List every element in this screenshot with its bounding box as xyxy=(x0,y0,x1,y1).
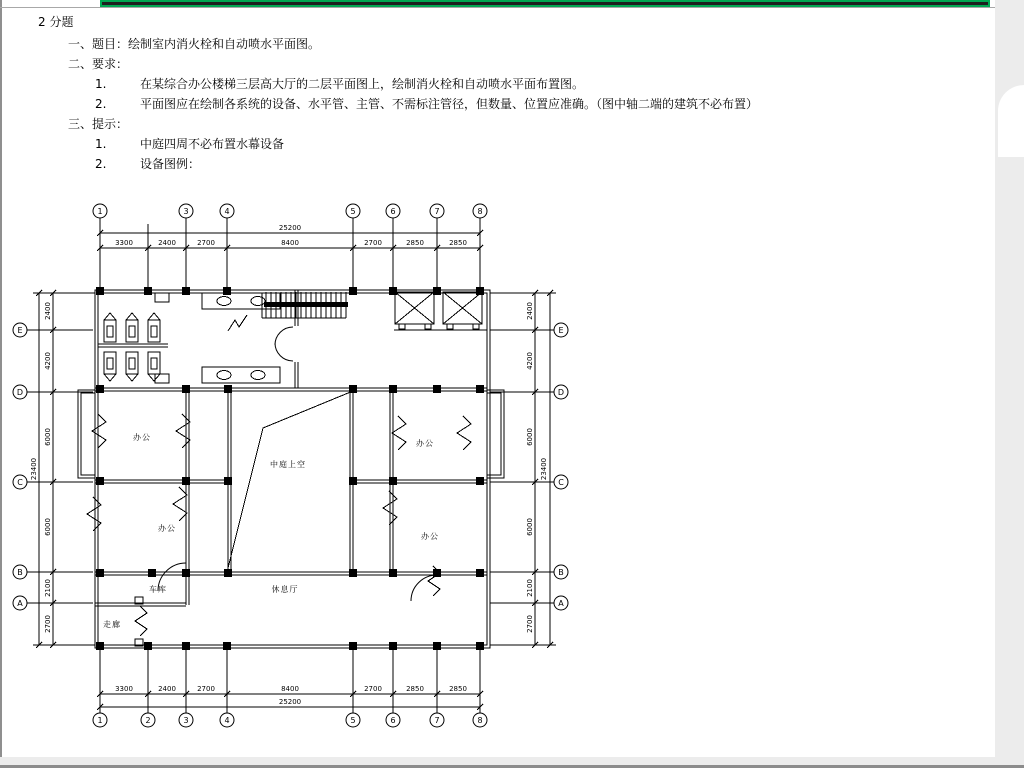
line-label: 三、 xyxy=(68,117,93,131)
plan-label: 2400 xyxy=(158,239,176,247)
plan-label: 25200 xyxy=(278,224,302,232)
plan-label: 8 xyxy=(477,207,483,216)
plan-label: 23400 xyxy=(540,457,548,481)
plan-label: 2400 xyxy=(526,302,534,320)
plan-label: 2850 xyxy=(406,685,424,693)
plan-label: A xyxy=(558,599,564,608)
line-text: 题目：绘制室内消火栓和自动喷水平面图。 xyxy=(92,37,321,51)
plan-label: B xyxy=(558,568,564,577)
line-number: 1. xyxy=(95,137,107,151)
plan-label: 中庭上空 xyxy=(270,460,306,469)
plan-label: 走廊 xyxy=(103,620,121,629)
line-text: 设备图例： xyxy=(140,157,201,171)
plan-label: 3300 xyxy=(115,685,133,693)
line-text: 要求： xyxy=(92,57,129,71)
question-heading: 2 分题 xyxy=(38,15,74,29)
plan-label: 2700 xyxy=(526,615,534,633)
plan-label: 办公 xyxy=(421,532,439,541)
plan-label: 办公 xyxy=(158,524,176,533)
plan-label: 办公 xyxy=(416,439,434,448)
plan-label: 4200 xyxy=(44,352,52,370)
plan-label: 7 xyxy=(434,207,440,216)
plan-label: 2700 xyxy=(44,615,52,633)
plan-label: 2850 xyxy=(449,239,467,247)
plan-label: 办公 xyxy=(133,433,151,442)
plan-label: E xyxy=(558,326,564,335)
plan-label: E xyxy=(17,326,23,335)
plan-label: 6000 xyxy=(44,428,52,446)
line-text: 在某综合办公楼梯三层高大厅的二层平面图上，绘制消火栓和自动喷水平面布置图。 xyxy=(140,77,585,91)
plan-label: 6 xyxy=(390,207,396,216)
plan-label: 8400 xyxy=(281,239,299,247)
line-label: 二、 xyxy=(68,57,93,71)
plan-label: 2850 xyxy=(449,685,467,693)
plan-label: 6000 xyxy=(526,518,534,536)
plan-label: 3 xyxy=(183,716,189,725)
plan-label: 6 xyxy=(390,716,396,725)
plan-label: C xyxy=(17,478,23,487)
line-text: 提示： xyxy=(92,117,129,131)
plan-label: D xyxy=(557,388,565,397)
plan-label: 6000 xyxy=(44,518,52,536)
plan-label: 3 xyxy=(183,207,189,216)
atrium xyxy=(228,388,353,575)
plan-label: 2400 xyxy=(44,302,52,320)
plan-label: 25200 xyxy=(278,698,302,706)
plan-label: 休息厅 xyxy=(271,585,299,594)
line-number: 2. xyxy=(95,97,107,111)
plan-label: 23400 xyxy=(30,457,38,481)
plan-label: D xyxy=(16,388,24,397)
line-number: 1. xyxy=(95,77,107,91)
plan-label: 2400 xyxy=(158,685,176,693)
toilet-fixtures xyxy=(104,293,280,383)
plan-label: C xyxy=(558,478,564,487)
line-text: 平面图应在绘制各系统的设备、水平管、主管、不需标注管径，但数量、位置应准确。（图中轴二端的建筑不必布置） xyxy=(140,97,759,111)
plan-label: 3300 xyxy=(115,239,133,247)
plan-label: A xyxy=(17,599,23,608)
plan-label: 2100 xyxy=(526,579,534,597)
line-text: 中庭四周不必布置水幕设备 xyxy=(140,137,285,151)
line-number: 2. xyxy=(95,157,107,171)
plan-label: 车库 xyxy=(149,585,167,594)
plan-label: 6000 xyxy=(526,428,534,446)
plan-label: 2850 xyxy=(406,239,424,247)
staircase xyxy=(264,292,348,318)
plan-label: 8400 xyxy=(281,685,299,693)
plan-label: 2700 xyxy=(197,239,215,247)
plan-label: 1 xyxy=(97,716,103,725)
plan-label: 4 xyxy=(224,207,230,216)
line-label: 一、 xyxy=(68,37,93,51)
plan-label: 1 xyxy=(97,207,103,216)
plan-label: 8 xyxy=(477,716,483,725)
plan-label: B xyxy=(17,568,23,577)
plan-label: 4 xyxy=(224,716,230,725)
plan-label: 5 xyxy=(350,207,356,216)
plan-label: 2700 xyxy=(197,685,215,693)
plan-label: 2700 xyxy=(364,239,382,247)
plan-label: 2700 xyxy=(364,685,382,693)
plan-label: 5 xyxy=(350,716,356,725)
plan-label: 4200 xyxy=(526,352,534,370)
plan-label: 2100 xyxy=(44,579,52,597)
elevators xyxy=(395,292,482,329)
walls xyxy=(78,290,504,648)
plan-label: 2 xyxy=(145,716,151,725)
plan-label: 7 xyxy=(434,716,440,725)
